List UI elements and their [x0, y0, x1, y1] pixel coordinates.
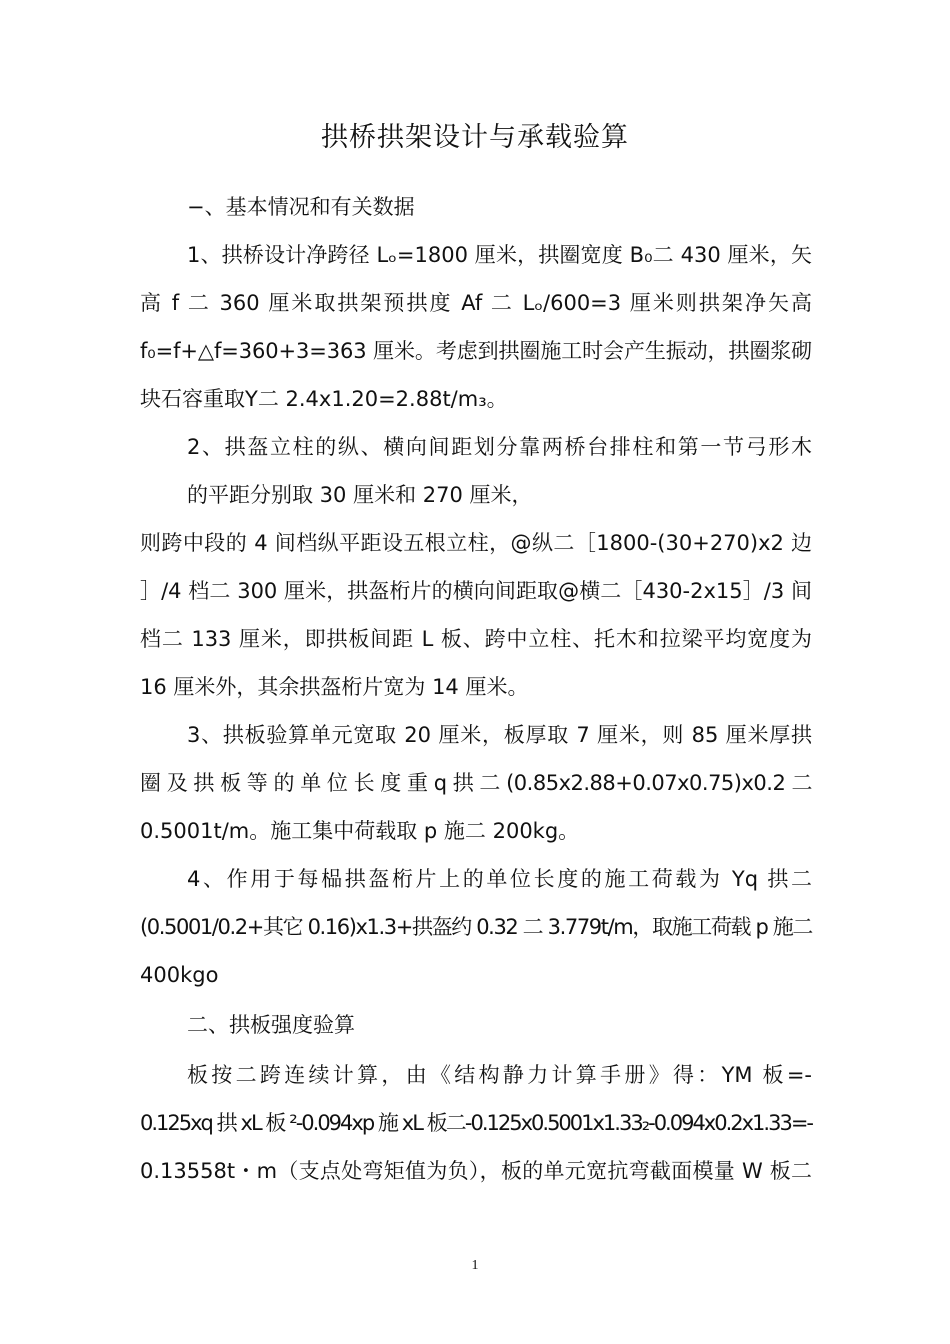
paragraph-line: 高 f 二 360 厘米取拱架预拱度 Af 二 Lₒ/600=3 厘米则拱架净矢高 [140, 291, 812, 315]
paragraph-line: 块石容重取Y二 2.4x1.20=2.88t/m₃。 [140, 387, 508, 411]
paragraph-line: 0.125xq 拱 xL 板 ²-0.094xp 施 xL 板二-0.125x0.5001x1.33₂-0.094x0.2x1.33=- [140, 1111, 812, 1135]
section-heading-2: 二、拱板强度验算 [187, 1013, 355, 1037]
paragraph-line: 3、拱板验算单元宽取 20 厘米，板厚取 7 厘米，则 85 厘米厚拱 [187, 723, 812, 747]
paragraph-line: (0.5001/0.2+其它 0.16)x1.3+拱盔约 0.32 二 3.779t/m，取施工荷载 p 施二 [140, 915, 812, 939]
paragraph-line: f₀=f+△f=360+3=363 厘米。考虑到拱圈施工时会产生振动，拱圈浆砌 [140, 339, 813, 363]
paragraph-line: 圈 及 拱 板 等 的 单 位 长 度 重 q 拱 二 (0.85x2.88+0.07x0.75)x0.2 二 [140, 771, 812, 795]
paragraph-line: 档二 133 厘米，即拱板间距 L 板、跨中立柱、托木和拉梁平均宽度为 [140, 627, 812, 651]
page-number: 1 [471, 1258, 479, 1273]
paragraph-line: 板按二跨连续计算，由《结构静力计算手册》得：YM 板=- [187, 1063, 812, 1087]
paragraph-line: 400kgo [140, 963, 219, 987]
paragraph-line: ］/4 档二 300 厘米，拱盔桁片的横向间距取@横二［430-2x15］/3 间 [140, 579, 812, 603]
paragraph-line: 4、作用于每榀拱盔桁片上的单位长度的施工荷载为 Yq 拱二 [187, 867, 812, 891]
document-title: 拱桥拱架设计与承载验算 [321, 122, 629, 153]
paragraph-line: 1、拱桥设计净跨径 Lₒ=1800 厘米，拱圈宽度 B₀二 430 厘米，矢 [187, 243, 812, 267]
section-heading-1: −、基本情况和有关数据 [187, 195, 415, 219]
paragraph-line: 0.13558t・m（支点处弯矩值为负），板的单元宽抗弯截面模量 W 板二 [140, 1159, 812, 1183]
paragraph-line: 则跨中段的 4 间档纵平距设五根立柱，@纵二［1800-(30+270)x2 边 [140, 531, 812, 555]
paragraph-line: 16 厘米外，其余拱盔桁片宽为 14 厘米。 [140, 675, 529, 699]
paragraph-line: 0.5001t/m。施工集中荷载取 p 施二 200kg。 [140, 819, 580, 843]
paragraph-line: 的平距分别取 30 厘米和 270 厘米， [187, 483, 533, 507]
paragraph-line: 2、拱盔立柱的纵、横向间距划分靠两桥台排柱和第一节弓形木 [187, 435, 812, 459]
